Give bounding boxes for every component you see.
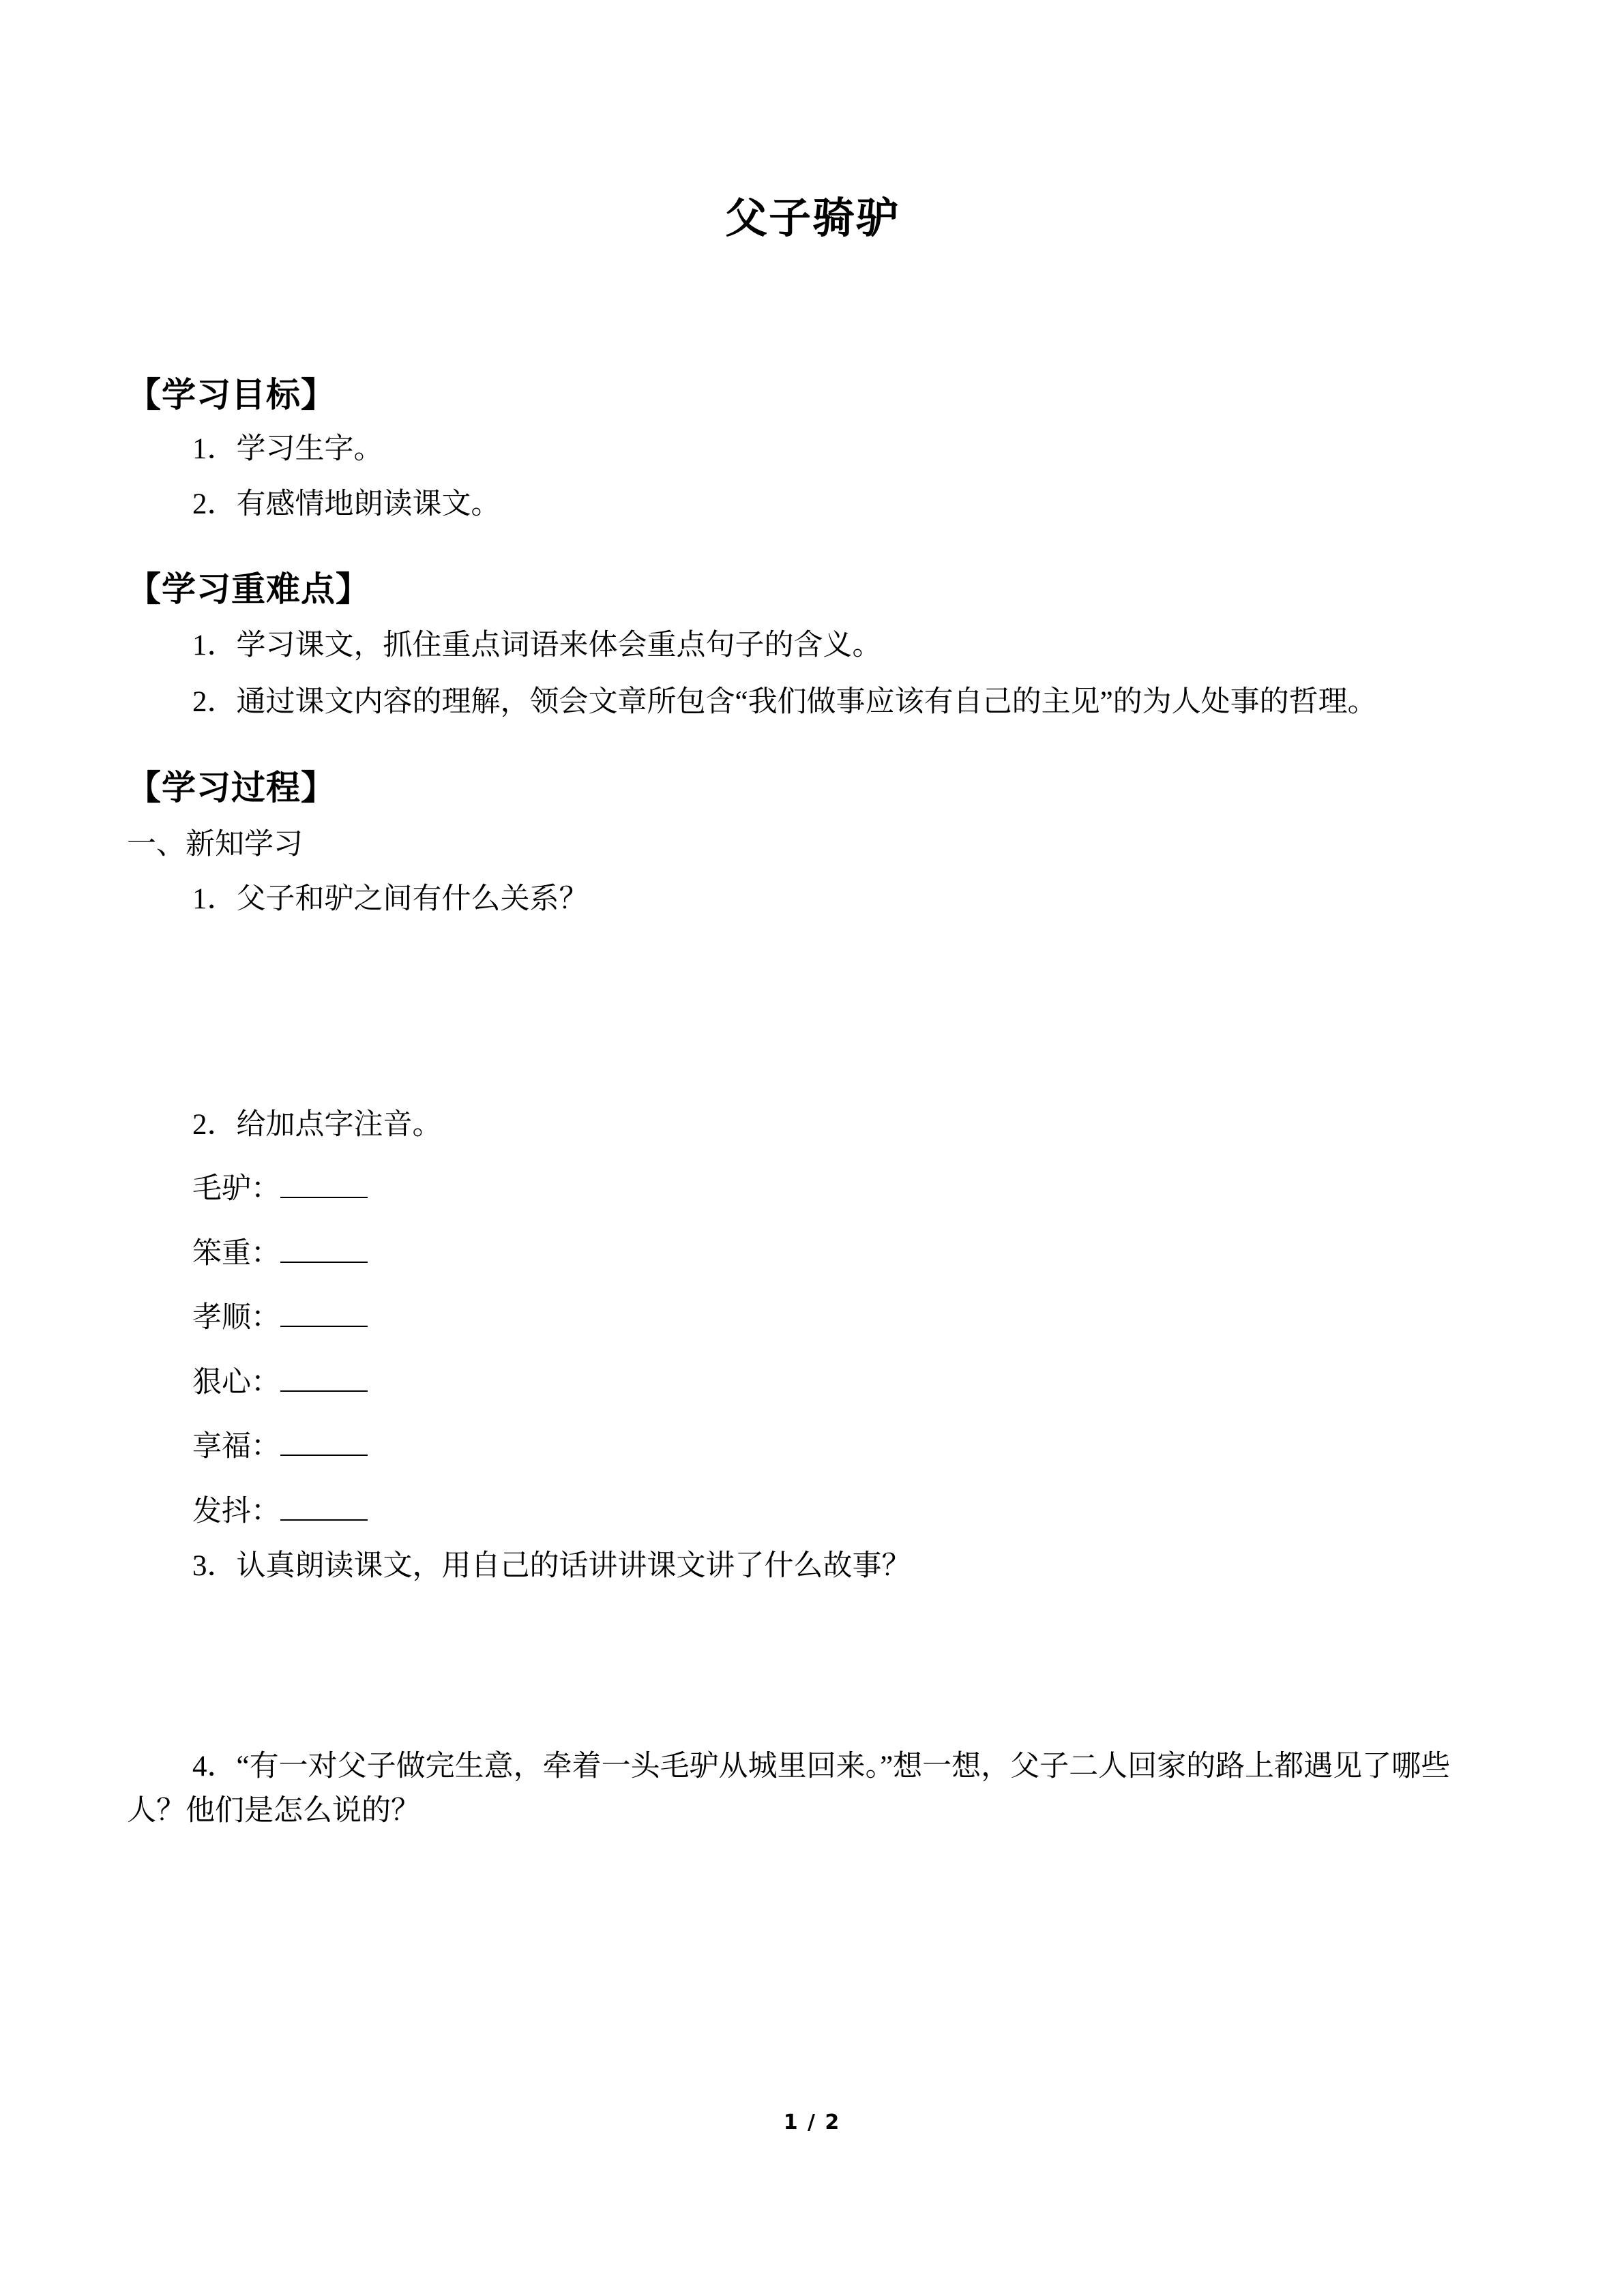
key-point-item-2: 2．通过课文内容的理解，领会文章所包含“我们做事应该有自己的主见”的为人处事的哲理。 <box>192 686 1377 719</box>
vocab-blank-4[interactable] <box>280 1370 368 1392</box>
section-heading-process: 【学习过程】 <box>127 767 336 807</box>
question-2: 2．给加点字注音。 <box>192 1108 442 1141</box>
question-1: 1．父子和驴之间有什么关系？ <box>192 883 589 916</box>
vocab-item-5 <box>127 1425 1498 1470</box>
objective-item-1: 1．学习生字。 <box>192 433 383 465</box>
vocab-item-2 <box>127 1232 1498 1277</box>
vocab-label-6: 发抖： <box>192 1495 280 1527</box>
section-heading-key-points: 【学习重难点】 <box>127 569 370 609</box>
key-point-item-1: 1．学习课文，抓住重点词语来体会重点句子的含义。 <box>192 629 882 661</box>
vocab-item-4 <box>127 1361 1498 1405</box>
vocab-blank-3[interactable] <box>280 1305 368 1327</box>
vocab-label-1: 毛驴： <box>192 1173 280 1206</box>
vocab-item-6 <box>127 1490 1498 1534</box>
objective-item-2: 2．有感情地朗读课文。 <box>192 488 501 520</box>
page-content <box>127 0 1498 1833</box>
vocab-item-3 <box>127 1296 1498 1341</box>
process-subheading: 一、新知学习 <box>127 828 303 861</box>
vocab-blank-6[interactable] <box>280 1499 368 1521</box>
vocab-blank-2[interactable] <box>280 1241 368 1263</box>
question-4: 4．“有一对父子做完生意，牵着一头毛驴从城里回来。”想一想，父子二人回家的路上都遇见了哪些人？他们是怎么说的？ <box>127 1750 1451 1828</box>
question-3: 3．认真朗读课文，用自己的话讲讲课文讲了什么故事？ <box>192 1550 911 1583</box>
answer-space-3 <box>127 1589 1498 1732</box>
page-title: 父子骑驴 <box>724 193 900 243</box>
answer-space-1 <box>127 922 1498 1092</box>
page-number: 1 / 2 <box>783 2111 841 2134</box>
vocab-label-5: 享福： <box>192 1431 280 1463</box>
vocab-label-4: 狠心： <box>192 1366 280 1399</box>
vocab-item-1 <box>127 1167 1498 1212</box>
vocab-label-3: 孝顺： <box>192 1302 280 1335</box>
vocab-label-2: 笨重： <box>192 1237 280 1270</box>
vocab-blank-1[interactable] <box>280 1176 368 1198</box>
section-heading-objectives: 【学习目标】 <box>127 375 336 415</box>
vocab-blank-5[interactable] <box>280 1434 368 1456</box>
